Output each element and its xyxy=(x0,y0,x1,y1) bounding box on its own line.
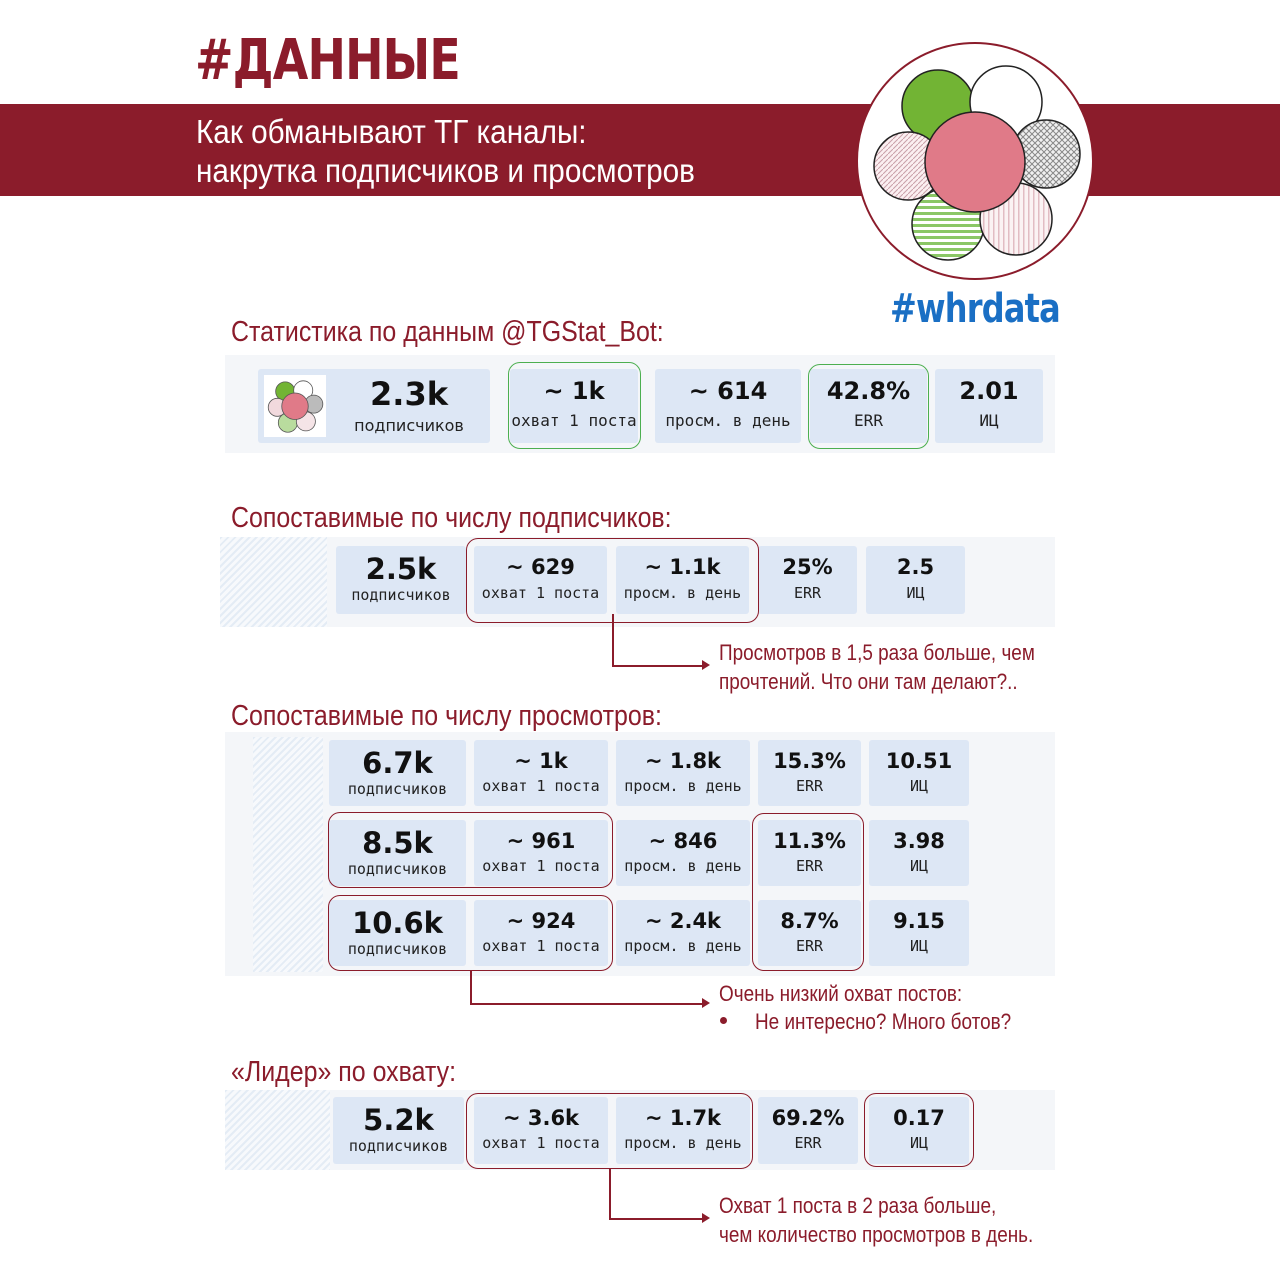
note-line: прочтений. Что они там делают?.. xyxy=(719,669,1018,694)
stat-label: охват 1 поста xyxy=(482,777,600,795)
stat-value: 2.5 xyxy=(896,555,935,579)
stat-card-subscribers xyxy=(336,546,466,614)
connector-line xyxy=(612,665,704,667)
stat-label: ИЦ xyxy=(906,584,925,602)
section-title-by-views: Сопоставимые по числу просмотров: xyxy=(231,700,662,732)
stat-card-index xyxy=(869,740,969,806)
stat-label: подписчиков xyxy=(347,860,448,878)
highlight-box-green xyxy=(508,362,641,449)
note-views-vs-reach xyxy=(719,638,1035,696)
stat-card-views xyxy=(655,369,801,443)
highlight-box-red xyxy=(752,813,864,971)
stat-label: ERR xyxy=(795,937,824,955)
stat-value: ~ 614 xyxy=(688,377,768,405)
arrow-head-icon xyxy=(702,1213,710,1223)
stat-label: просм. в день xyxy=(624,1134,742,1152)
hashtag-title: #ДАННЫЕ xyxy=(195,28,460,93)
stat-label: охват 1 поста xyxy=(481,584,600,602)
stat-value: ~ 1k xyxy=(543,377,605,405)
stat-card-index xyxy=(866,546,965,614)
stat-card-subscribers xyxy=(333,1097,464,1164)
stat-label: ERR xyxy=(854,411,883,430)
section-title-stats: Статистика по данным @TGStat_Bot: xyxy=(231,316,664,348)
stat-value: ~ 2.4k xyxy=(644,909,722,933)
stat-card-err xyxy=(758,740,861,806)
highlight-box-red xyxy=(328,812,613,888)
stat-label: просм. в день xyxy=(624,937,742,955)
stat-card-err xyxy=(758,546,857,614)
stat-card-index xyxy=(935,369,1043,443)
connector-line xyxy=(470,1003,704,1005)
note-line: Просмотров в 1,5 раза больше, чем xyxy=(719,640,1035,665)
flower-logo-icon xyxy=(856,42,1094,280)
stat-value: 2.5k xyxy=(365,552,437,586)
stat-label: подписчиков xyxy=(354,416,464,435)
channel-avatar-icon xyxy=(264,375,326,437)
stat-label: ИЦ xyxy=(909,857,929,875)
stat-value: ~ 1k xyxy=(514,749,568,773)
hidden-avatar-placeholder xyxy=(220,537,327,627)
subtitle-line-1: Как обманывают ТГ каналы: xyxy=(196,113,587,150)
stat-label: просм. в день xyxy=(623,584,742,602)
connector-line xyxy=(609,1169,611,1219)
stat-card-views xyxy=(616,820,750,886)
page-subtitle xyxy=(196,112,695,190)
stat-value: ~ 961 xyxy=(506,829,576,853)
stat-value: ~ 1.1k xyxy=(644,555,721,579)
stat-value: ~ 3.6k xyxy=(502,1106,580,1130)
highlight-box-red xyxy=(466,538,759,623)
hidden-avatar-placeholder xyxy=(225,1090,330,1170)
stat-label: просм. в день xyxy=(624,777,742,795)
stat-value: 8.5k xyxy=(362,826,433,860)
stat-value: 69.2% xyxy=(771,1106,845,1130)
stat-value: 25% xyxy=(782,555,833,579)
stat-label: ERR xyxy=(793,584,822,602)
stat-label: ИЦ xyxy=(909,937,929,955)
stat-value: 6.7k xyxy=(362,746,433,780)
stat-value: ~ 1.8k xyxy=(644,749,722,773)
stat-value: ~ 629 xyxy=(506,555,575,579)
stat-label: просм. в день xyxy=(665,411,791,430)
stat-value: 10.6k xyxy=(352,906,443,940)
stat-label: просм. в день xyxy=(624,857,742,875)
stat-value: 42.8% xyxy=(826,377,911,405)
stat-label: ERR xyxy=(795,777,824,795)
connector-line xyxy=(612,614,614,666)
stat-card-index xyxy=(869,820,969,886)
stat-label: ERR xyxy=(795,857,824,875)
note-line: Очень низкий охват постов: xyxy=(719,981,963,1006)
connector-line xyxy=(609,1218,704,1220)
subtitle-line-2: накрутка подписчиков и просмотров xyxy=(196,152,695,189)
section-title-by-subscribers: Сопоставимые по числу подписчиков: xyxy=(231,502,672,534)
note-line: чем количество просмотров в день. xyxy=(719,1222,1034,1247)
stat-value: 11.3% xyxy=(773,829,846,853)
stat-value: ~ 846 xyxy=(648,829,718,853)
bullet-dot-icon xyxy=(720,1017,727,1024)
highlight-box-red xyxy=(328,895,613,971)
stat-label: охват 1 поста xyxy=(482,1134,600,1152)
highlight-box-red xyxy=(466,1093,753,1169)
arrow-head-icon xyxy=(702,998,710,1008)
stat-label: ИЦ xyxy=(909,1134,929,1152)
stat-value: 0.17 xyxy=(893,1106,945,1130)
connector-line xyxy=(470,971,472,1004)
stat-value: 3.98 xyxy=(893,829,945,853)
stat-card-views xyxy=(616,900,750,966)
stat-value: 10.51 xyxy=(885,749,953,773)
note-line: Охват 1 поста в 2 раза больше, xyxy=(719,1193,997,1218)
stat-card-subscribers xyxy=(329,740,466,806)
stat-card-reach xyxy=(474,740,608,806)
brand-tag: #whrdata xyxy=(890,286,1060,332)
stat-label: ИЦ xyxy=(979,411,999,430)
stat-value: 5.2k xyxy=(363,1103,434,1137)
stat-value: 15.3% xyxy=(773,749,846,773)
highlight-box-red xyxy=(864,1093,974,1167)
stat-label: подписчиков xyxy=(347,940,448,958)
note-low-reach-bullet xyxy=(755,1007,1011,1036)
stat-label: ERR xyxy=(794,1134,822,1152)
stat-label: охват 1 поста xyxy=(511,411,637,430)
stat-value: 8.7% xyxy=(780,909,839,933)
stat-card-views xyxy=(616,740,750,806)
arrow-head-icon xyxy=(702,660,710,670)
note-leader xyxy=(719,1191,1033,1249)
highlight-box-green xyxy=(808,364,929,449)
stat-value: ~ 1.7k xyxy=(644,1106,722,1130)
stat-card-err xyxy=(758,1097,858,1164)
section-title-leader: «Лидер» по охвату: xyxy=(231,1056,457,1088)
stat-label: охват 1 поста xyxy=(482,937,600,955)
stat-value: 9.15 xyxy=(893,909,945,933)
stat-value: 2.01 xyxy=(959,377,1019,405)
stat-label: подписчиков xyxy=(348,1137,449,1155)
stat-label: охват 1 поста xyxy=(482,857,600,875)
stat-card-subscribers xyxy=(258,369,490,443)
stat-label: подписчиков xyxy=(351,586,451,604)
hidden-avatar-placeholder xyxy=(253,737,323,972)
note-line: Не интересно? Много ботов? xyxy=(755,1009,1012,1034)
stat-label: подписчиков xyxy=(347,780,448,798)
stat-label: ИЦ xyxy=(909,777,929,795)
stat-value: 2.3k xyxy=(370,375,448,413)
stat-value: ~ 924 xyxy=(506,909,576,933)
note-low-reach xyxy=(719,979,962,1008)
stat-card-index xyxy=(869,900,969,966)
